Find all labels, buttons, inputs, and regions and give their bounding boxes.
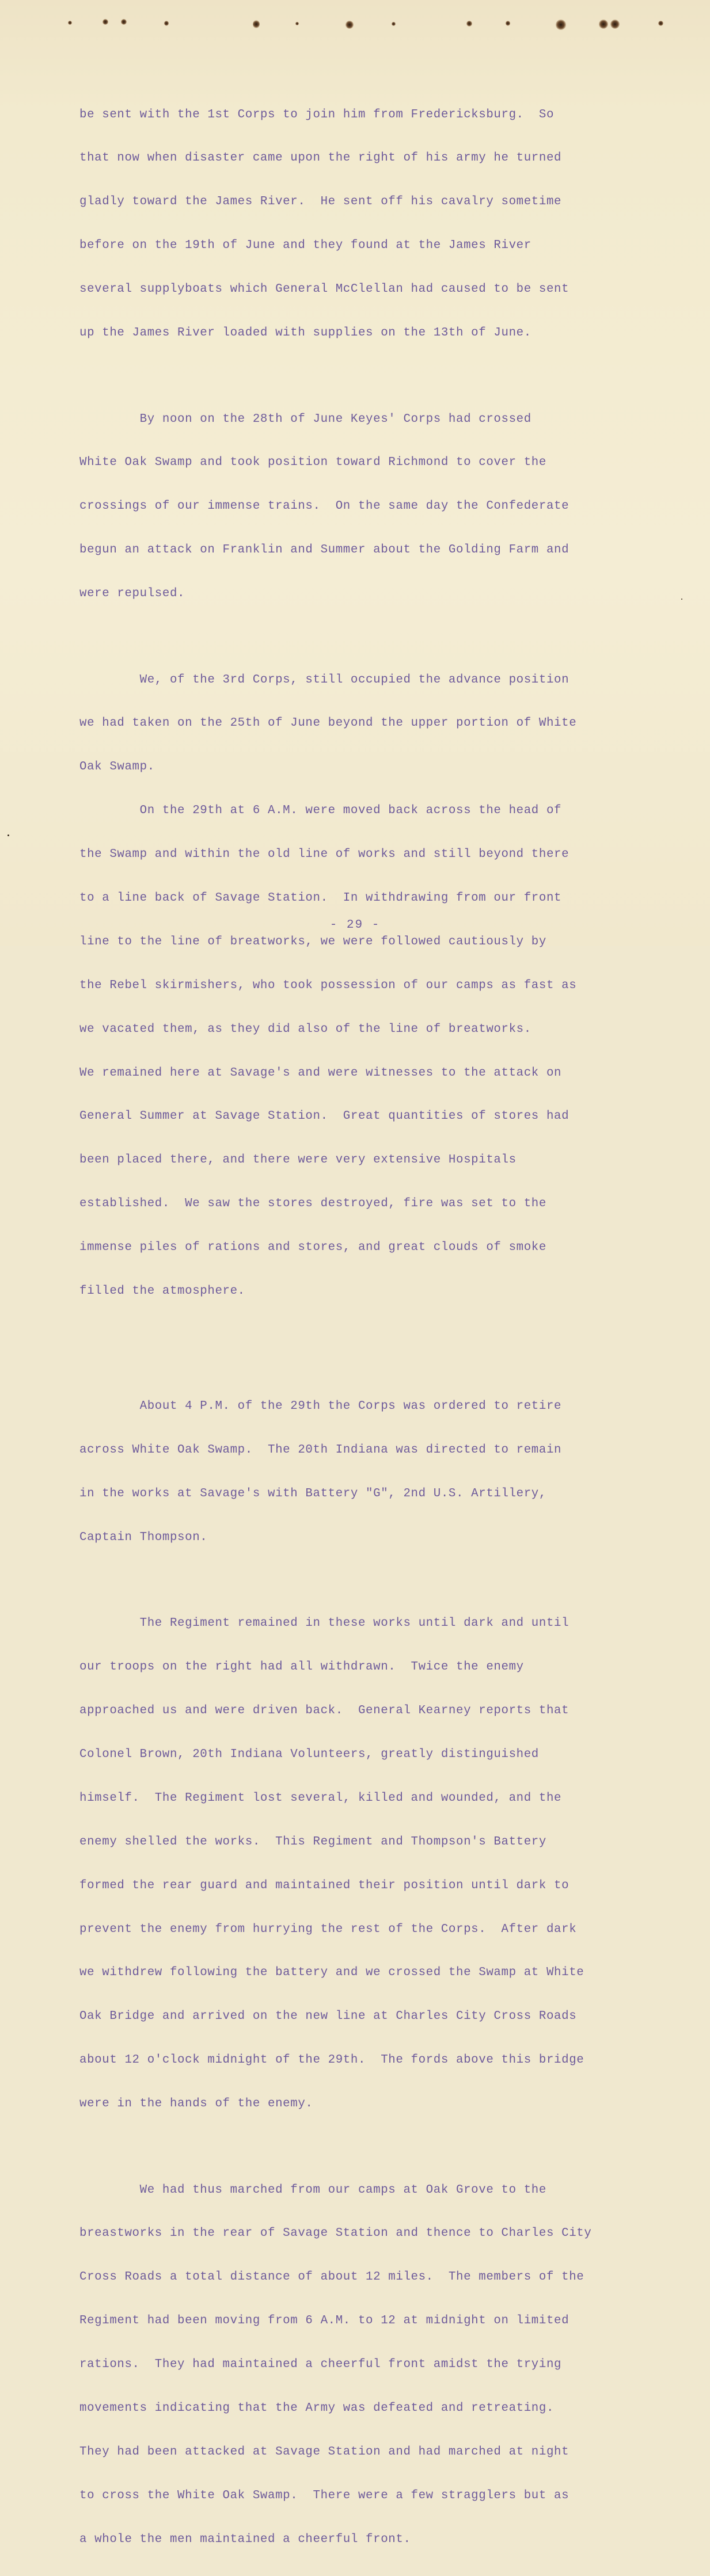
text-line: About 4 P.M. of the 29th the Corps was ordered to retire: [79, 1400, 562, 1413]
text-line: Cross Roads a total distance of about 12 miles. The members of the: [79, 2270, 584, 2284]
paragraph-gap: [79, 369, 690, 383]
text-line: White Oak Swamp and took position toward Richmond to cover the: [79, 456, 546, 470]
text-line: We had thus marched from our camps at Oak Grove to the: [79, 2183, 546, 2197]
binder-hole: [345, 21, 354, 29]
text-line: Colonel Brown, 20th Indiana Volunteers, greatly distinguished: [79, 1747, 539, 1761]
text-line: be sent with the 1st Corps to join him from Fredericksburg. So: [79, 108, 555, 121]
binder-hole: [610, 20, 620, 29]
text-line: established. We saw the stores destroyed, fire was set to the: [79, 1197, 546, 1211]
text-line: rations. They had maintained a cheerful front amidst the trying: [79, 2358, 562, 2372]
paragraph-1: [79, 78, 690, 369]
binder-hole: [164, 21, 169, 26]
text-line: Oak Swamp.: [79, 760, 155, 774]
text-line: the Rebel skirmishers, who took possession of our camps as fast as: [79, 978, 577, 992]
text-line: we vacated them, as they did also of the line of breatworks.: [79, 1022, 531, 1036]
text-line: enemy shelled the works. This Regiment and Thompson's Battery: [79, 1835, 546, 1849]
text-line: Oak Bridge and arrived on the new line at Charles City Cross Roads: [79, 2010, 577, 2024]
text-line: to cross the White Oak Swamp. There were a few stragglers but as: [79, 2489, 569, 2502]
text-line: The Regiment remained in these works until dark and until: [79, 1617, 569, 1630]
text-line: been placed there, and there were very extensive Hospitals: [79, 1153, 517, 1167]
text-line: approached us and were driven back. General Kearney reports that: [79, 1704, 569, 1718]
page-number: - 29 -: [329, 919, 381, 932]
binder-hole: [466, 21, 472, 26]
text-line: across White Oak Swamp. The 20th Indiana was directed to remain: [79, 1443, 562, 1457]
binder-hole: [68, 21, 72, 25]
text-line: a whole the men maintained a cheerful front.: [79, 2532, 411, 2546]
text-line: begun an attack on Franklin and Summer about the Golding Farm and: [79, 543, 569, 557]
binder-hole: [121, 19, 127, 25]
paragraph-5: [79, 1587, 690, 2140]
text-line: prevent the enemy from hurrying the rest of the Corps. After dark: [79, 1922, 577, 1936]
text-line: our troops on the right had all withdrawn. Twice the enemy: [79, 1660, 524, 1674]
paragraph-3: [79, 643, 690, 1357]
text-line: breastworks in the rear of Savage Station and thence to Charles City: [79, 2227, 592, 2240]
binder-hole: [556, 20, 566, 30]
text-line: were in the hands of the enemy.: [79, 2097, 313, 2111]
text-line: in the works at Savage's with Battery "G", 2nd U.S. Artillery,: [79, 1487, 546, 1500]
binder-hole: [392, 22, 396, 26]
text-line: we withdrew following the battery and we crossed the Swamp at White: [79, 1966, 584, 1980]
paragraph-gap: [79, 630, 690, 643]
paragraph-gap: [79, 1574, 690, 1587]
text-line: We, of the 3rd Corps, still occupied the advance position: [79, 673, 569, 687]
document-body: [79, 78, 690, 2576]
binder-hole: [295, 22, 299, 25]
text-line: before on the 19th of June and they found at the James River: [79, 239, 531, 253]
text-line: General Summer at Savage Station. Great quantities of stores had: [79, 1110, 569, 1123]
binder-hole: [253, 20, 260, 28]
text-line: several supplyboats which General McClellan had caused to be sent: [79, 283, 569, 296]
text-line: up the James River loaded with supplies on the 13th of June.: [79, 326, 531, 340]
paper-speck: [7, 834, 9, 836]
binder-hole: [658, 21, 663, 26]
text-line: They had been attacked at Savage Station and had marched at night: [79, 2445, 569, 2459]
text-line: we had taken on the 25th of June beyond the upper portion of White: [79, 717, 577, 730]
text-line: the Swamp and within the old line of works and still beyond there: [79, 848, 569, 862]
text-line: about 12 o'clock midnight of the 29th. The fords above this bridge: [79, 2053, 584, 2067]
text-line: We remained here at Savage's and were witnesses to the attack on: [79, 1066, 562, 1080]
text-line: filled the atmosphere.: [79, 1285, 245, 1298]
text-line: gladly toward the James River. He sent off his cavalry sometime: [79, 195, 562, 209]
text-line: movements indicating that the Army was defeated and retreating.: [79, 2402, 555, 2415]
text-line: crossings of our immense trains. On the same day the Confederate: [79, 500, 569, 513]
paragraph-4: [79, 1370, 690, 1574]
text-line: were repulsed.: [79, 587, 185, 601]
binder-hole: [102, 19, 108, 25]
binder-holes-strip: [0, 14, 710, 37]
text-line: On the 29th at 6 A.M. were moved back across the head of: [79, 804, 562, 818]
text-line: formed the rear guard and maintained their position until dark to: [79, 1878, 569, 1892]
paragraph-gap: [79, 1357, 690, 1370]
paragraph-gap: [79, 2140, 690, 2154]
text-line: himself. The Regiment lost several, killed and wounded, and the: [79, 1791, 562, 1805]
text-line: that now when disaster came upon the right of his army he turned: [79, 151, 562, 165]
text-line: line to the line of breatworks, we were followed cautiously by: [79, 935, 546, 948]
paragraph-2: [79, 383, 690, 630]
paragraph-6: [79, 2154, 690, 2576]
text-line: immense piles of rations and stores, and great clouds of smoke: [79, 1241, 546, 1255]
text-line: to a line back of Savage Station. In withdrawing from our front: [79, 891, 562, 905]
text-line: By noon on the 28th of June Keyes' Corps had crossed: [79, 412, 531, 426]
text-line: Regiment had been moving from 6 A.M. to 12 at midnight on limited: [79, 2314, 569, 2328]
text-line: Captain Thompson.: [79, 1530, 208, 1544]
binder-hole: [506, 21, 510, 26]
binder-hole: [599, 20, 608, 29]
